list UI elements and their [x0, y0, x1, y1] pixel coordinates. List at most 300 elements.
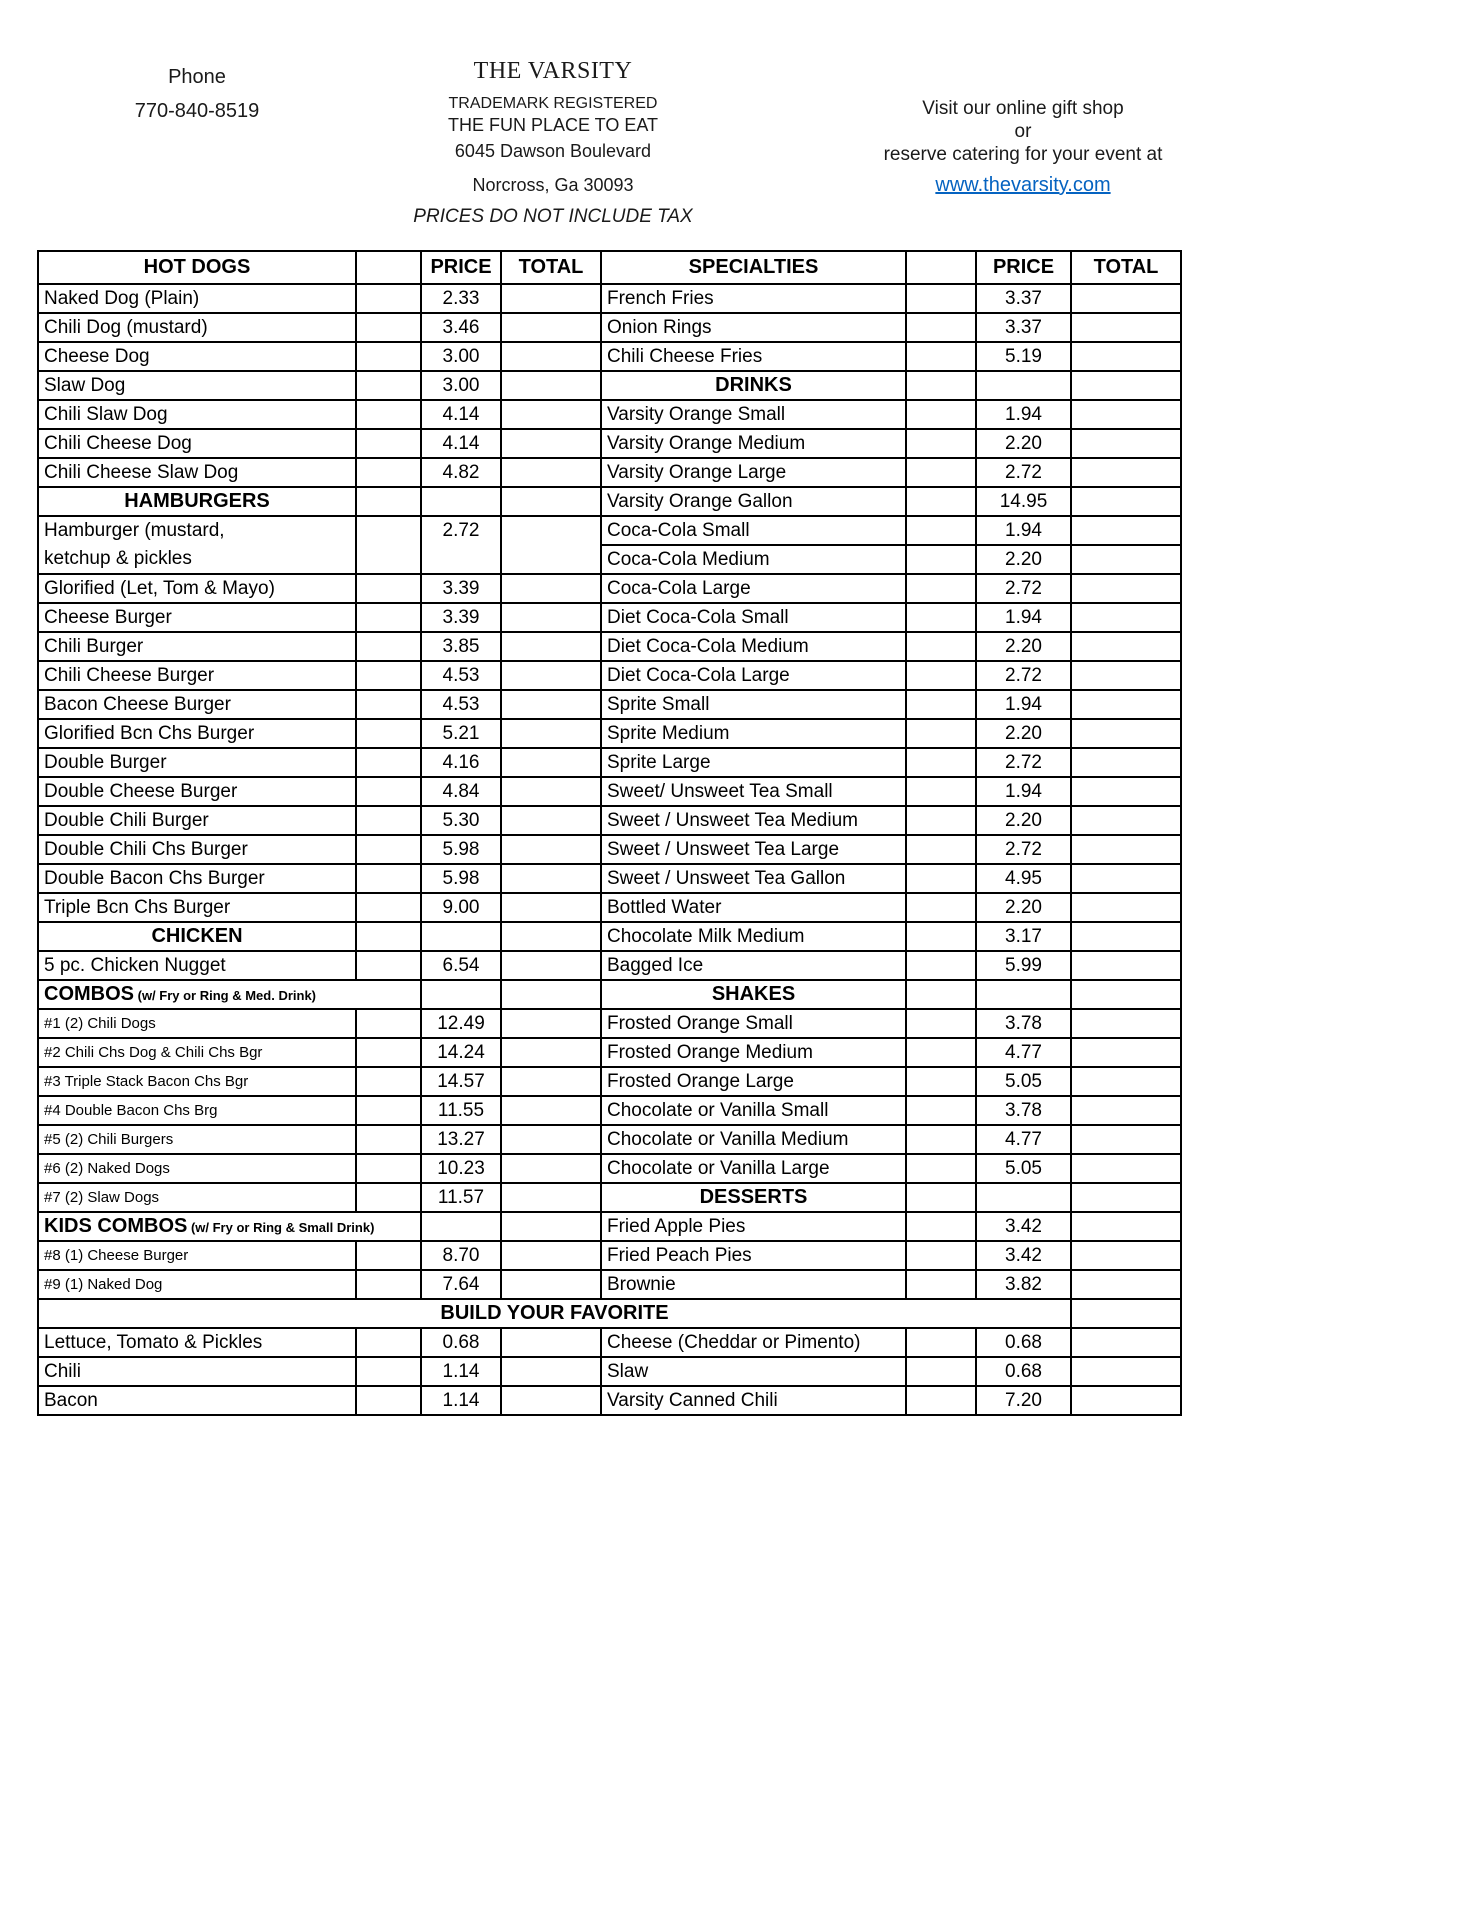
qty-cell: [356, 893, 421, 922]
menu-item-price: 3.17: [976, 922, 1071, 951]
menu-item-price: 2.20: [976, 632, 1071, 661]
qty-cell: [906, 1212, 976, 1241]
section-header: BUILD YOUR FAVORITE: [38, 1299, 1071, 1328]
restaurant-title: THE VARSITY: [473, 58, 633, 84]
qty-cell: [356, 1009, 421, 1038]
menu-item-price: 4.84: [421, 777, 501, 806]
menu-item-name: Fried Peach Pies: [601, 1241, 906, 1270]
total-cell: [1071, 835, 1181, 864]
menu-item-name: Chili Cheese Fries: [601, 342, 906, 371]
table-row: [38, 922, 1181, 951]
qty-cell: [906, 632, 976, 661]
total-cell: [1071, 922, 1181, 951]
total-cell: [501, 864, 601, 893]
qty-cell: [906, 574, 976, 603]
qty-cell: [906, 429, 976, 458]
menu-item-name: Chili Cheese Burger: [38, 661, 356, 690]
total-cell: [1071, 1241, 1181, 1270]
total-cell: [501, 1241, 601, 1270]
section-header: CHICKEN: [38, 922, 356, 951]
menu-item-price: 5.99: [976, 951, 1071, 980]
total-cell: [1071, 603, 1181, 632]
total-cell: [1071, 371, 1181, 400]
menu-item-price: 13.27: [421, 1125, 501, 1154]
total-cell: [501, 1212, 601, 1241]
total-cell: [1071, 487, 1181, 516]
table-row: [38, 342, 1181, 371]
menu-item-name: #5 (2) Chili Burgers: [38, 1125, 356, 1154]
total-cell: [1071, 951, 1181, 980]
menu-item-name: Double Cheese Burger: [38, 777, 356, 806]
qty-cell: [906, 371, 976, 400]
qty-cell: [356, 864, 421, 893]
menu-item-name: Double Bacon Chs Burger: [38, 864, 356, 893]
total-cell: [1071, 1154, 1181, 1183]
qty-cell: [906, 313, 976, 342]
total-cell: [1071, 1038, 1181, 1067]
section-header: SHAKES: [601, 980, 906, 1009]
menu-table-body: [38, 284, 1181, 1415]
total-cell: [1071, 806, 1181, 835]
qty-cell: [906, 1386, 976, 1415]
table-row: [38, 1038, 1181, 1067]
menu-item-name: Cheese Burger: [38, 603, 356, 632]
menu-item-name: Varsity Canned Chili: [601, 1386, 906, 1415]
menu-item-price: 4.77: [976, 1125, 1071, 1154]
qty-cell: [906, 864, 976, 893]
total-cell: [501, 1096, 601, 1125]
table-row: [38, 1299, 1181, 1328]
promo-block: [833, 97, 1213, 197]
menu-item-price: 2.33: [421, 284, 501, 313]
table-row: [38, 1183, 1181, 1212]
menu-item-name: Frosted Orange Medium: [601, 1038, 906, 1067]
total-cell: [1071, 458, 1181, 487]
menu-item-name: Cheese Dog: [38, 342, 356, 371]
qty-cell: [356, 777, 421, 806]
table-row: [38, 284, 1181, 313]
menu-item-price: 4.14: [421, 429, 501, 458]
promo-line2: or: [1014, 121, 1032, 142]
right-section-header: SPECIALTIES: [601, 251, 906, 284]
table-row: [38, 574, 1181, 603]
total-cell: [501, 835, 601, 864]
table-row: [38, 1386, 1181, 1415]
menu-item-name: Sweet / Unsweet Tea Medium: [601, 806, 906, 835]
table-row: [38, 313, 1181, 342]
menu-item-name: Slaw: [601, 1357, 906, 1386]
menu-item-price: 1.94: [976, 516, 1071, 545]
price-cell: [976, 371, 1071, 400]
menu-item-price: 5.05: [976, 1154, 1071, 1183]
qty-cell: [356, 922, 421, 951]
total-cell: [501, 458, 601, 487]
tagline: THE FUN PLACE TO EAT: [447, 115, 659, 135]
menu-item-name: Chili Cheese Slaw Dog: [38, 458, 356, 487]
qty-cell: [906, 922, 976, 951]
total-cell: [501, 1357, 601, 1386]
menu-item-name: Chocolate or Vanilla Large: [601, 1154, 906, 1183]
qty-cell: [906, 1154, 976, 1183]
menu-item-price: 1.94: [976, 400, 1071, 429]
menu-item-price: 11.55: [421, 1096, 501, 1125]
total-cell: [1071, 1299, 1181, 1328]
total-cell: [501, 748, 601, 777]
qty-cell: [356, 574, 421, 603]
menu-item-price: 14.57: [421, 1067, 501, 1096]
qty-cell: [356, 458, 421, 487]
section-header: [38, 1212, 421, 1241]
table-row: [38, 1328, 1181, 1357]
qty-cell: [356, 1125, 421, 1154]
total-cell: [501, 806, 601, 835]
menu-item-price: 3.39: [421, 574, 501, 603]
menu-item-name: Coca-Cola Large: [601, 574, 906, 603]
menu-item-price: 2.72: [976, 458, 1071, 487]
total-cell: [501, 400, 601, 429]
table-row: [38, 400, 1181, 429]
menu-table: [37, 250, 1182, 1416]
table-row: [38, 893, 1181, 922]
trademark-line: TRADEMARK REGISTERED: [448, 95, 658, 112]
qty-cell: [356, 371, 421, 400]
menu-item-name: Bagged Ice: [601, 951, 906, 980]
qty-cell: [906, 1328, 976, 1357]
total-cell: [501, 603, 601, 632]
qty-cell: [356, 748, 421, 777]
table-header-row: [38, 251, 1181, 284]
qty-cell: [906, 893, 976, 922]
menu-item-price: 3.82: [976, 1270, 1071, 1299]
table-row: [38, 661, 1181, 690]
menu-item-price: 4.82: [421, 458, 501, 487]
qty-cell: [356, 284, 421, 313]
table-row: [38, 516, 1181, 545]
menu-item-price: 14.24: [421, 1038, 501, 1067]
price-cell: [421, 487, 501, 516]
total-cell: [501, 661, 601, 690]
total-cell: [1071, 429, 1181, 458]
total-cell: [1071, 1067, 1181, 1096]
table-row: [38, 603, 1181, 632]
menu-item-price: 12.49: [421, 1009, 501, 1038]
qty-cell: [356, 429, 421, 458]
qty-cell: [356, 806, 421, 835]
section-header-subtext: (w/ Fry or Ring & Med. Drink): [134, 988, 317, 1003]
total-cell: [1071, 1125, 1181, 1154]
total-cell: [501, 1328, 601, 1357]
qty-cell: [356, 1038, 421, 1067]
left-section-header: HOT DOGS: [38, 251, 356, 284]
total-cell: [1071, 632, 1181, 661]
total-cell: [1071, 1328, 1181, 1357]
menu-item-name: Varsity Orange Medium: [601, 429, 906, 458]
qty-cell: [906, 545, 976, 574]
total-cell: [1071, 777, 1181, 806]
menu-item-name: Cheese (Cheddar or Pimento): [601, 1328, 906, 1357]
qty-cell: [356, 951, 421, 980]
menu-item-price: 1.94: [976, 690, 1071, 719]
table-row: [38, 1241, 1181, 1270]
qty-cell: [356, 690, 421, 719]
table-row: [38, 748, 1181, 777]
section-header-label: COMBOS: [44, 983, 134, 1005]
menu-item-name: Triple Bcn Chs Burger: [38, 893, 356, 922]
menu-item-name: #1 (2) Chili Dogs: [38, 1009, 356, 1038]
qty-cell: [906, 516, 976, 545]
menu-item-price: 0.68: [421, 1328, 501, 1357]
table-row: [38, 1125, 1181, 1154]
table-row: [38, 951, 1181, 980]
table-row: [38, 835, 1181, 864]
table-row: [38, 1096, 1181, 1125]
menu-item-name: Onion Rings: [601, 313, 906, 342]
menu-item-name: Chili: [38, 1357, 356, 1386]
menu-item-name: Fried Apple Pies: [601, 1212, 906, 1241]
qty-cell: [356, 487, 421, 516]
table-row: [38, 371, 1181, 400]
total-cell: [1071, 1386, 1181, 1415]
menu-item-name: #6 (2) Naked Dogs: [38, 1154, 356, 1183]
menu-item-price: 3.78: [976, 1096, 1071, 1125]
price-cell: [421, 1212, 501, 1241]
table-row: [38, 1357, 1181, 1386]
qty-cell: [356, 632, 421, 661]
price-cell: [421, 980, 501, 1009]
menu-item-price: 0.68: [976, 1357, 1071, 1386]
table-row: [38, 690, 1181, 719]
table-row: [38, 1154, 1181, 1183]
total-cell: [1071, 516, 1181, 545]
total-cell: [501, 777, 601, 806]
section-header: [38, 980, 421, 1009]
menu-item-name: Sweet / Unsweet Tea Large: [601, 835, 906, 864]
menu-item-name: Lettuce, Tomato & Pickles: [38, 1328, 356, 1357]
total-cell: [501, 574, 601, 603]
total-cell: [1071, 1183, 1181, 1212]
menu-item-name: Diet Coca-Cola Small: [601, 603, 906, 632]
menu-item-name: Double Burger: [38, 748, 356, 777]
menu-item-price: 3.37: [976, 284, 1071, 313]
menu-item-price: 9.00: [421, 893, 501, 922]
menu-item-price: 4.53: [421, 661, 501, 690]
section-header: HAMBURGERS: [38, 487, 356, 516]
qty-cell: [906, 603, 976, 632]
total-cell: [1071, 980, 1181, 1009]
phone-block: [87, 66, 307, 123]
total-cell: [501, 719, 601, 748]
price-cell: [421, 922, 501, 951]
menu-item-price: 8.70: [421, 1241, 501, 1270]
menu-item-price: 5.05: [976, 1067, 1071, 1096]
menu-item-price: 1.14: [421, 1357, 501, 1386]
total-cell: [1071, 719, 1181, 748]
qty-cell: [906, 951, 976, 980]
price-header: PRICE: [421, 251, 501, 284]
qty-cell: [356, 342, 421, 371]
qty-cell: [356, 1270, 421, 1299]
total-cell: [1071, 893, 1181, 922]
qty-cell: [906, 458, 976, 487]
website-link[interactable]: www.thevarsity.com: [935, 174, 1111, 196]
menu-item-price: 4.53: [421, 690, 501, 719]
menu-item-price: 7.64: [421, 1270, 501, 1299]
menu-item-price: 4.77: [976, 1038, 1071, 1067]
tax-note: PRICES DO NOT INCLUDE TAX: [413, 206, 693, 227]
menu-item-name: Frosted Orange Large: [601, 1067, 906, 1096]
total-cell: [501, 371, 601, 400]
total-cell: [1071, 313, 1181, 342]
total-cell: [501, 487, 601, 516]
menu-item-price: 3.85: [421, 632, 501, 661]
table-row: [38, 1009, 1181, 1038]
menu-item-price: 3.78: [976, 1009, 1071, 1038]
qty-cell: [906, 690, 976, 719]
qty-cell: [906, 400, 976, 429]
table-row: [38, 980, 1181, 1009]
menu-item-name: French Fries: [601, 284, 906, 313]
promo-line3: reserve catering for your event at: [883, 144, 1163, 165]
total-cell: [501, 1038, 601, 1067]
phone-label: Phone: [168, 66, 226, 88]
menu-item-price: 3.00: [421, 371, 501, 400]
qty-cell: [356, 1096, 421, 1125]
menu-item-price: 3.42: [976, 1241, 1071, 1270]
menu-item-name: #7 (2) Slaw Dogs: [38, 1183, 356, 1212]
address-line2: Norcross, Ga 30093: [472, 175, 634, 195]
table-row: [38, 1270, 1181, 1299]
menu-item-price: 1.94: [976, 777, 1071, 806]
section-header: DRINKS: [601, 371, 906, 400]
total-cell: [501, 893, 601, 922]
total-cell: [1071, 574, 1181, 603]
menu-item-name: #4 Double Bacon Chs Brg: [38, 1096, 356, 1125]
total-header: TOTAL: [1071, 251, 1181, 284]
total-cell: [1071, 748, 1181, 777]
menu-item-price: 3.42: [976, 1212, 1071, 1241]
section-header: DESSERTS: [601, 1183, 906, 1212]
table-row: [38, 487, 1181, 516]
total-cell: [501, 632, 601, 661]
menu-item-price: 5.19: [976, 342, 1071, 371]
total-cell: [501, 951, 601, 980]
qty-cell: [906, 1183, 976, 1212]
total-cell: [1071, 1009, 1181, 1038]
menu-item-name: #8 (1) Cheese Burger: [38, 1241, 356, 1270]
qty-cell: [906, 980, 976, 1009]
total-cell: [501, 1067, 601, 1096]
total-cell: [501, 1125, 601, 1154]
qty-cell: [906, 719, 976, 748]
menu-item-price: 2.72: [976, 835, 1071, 864]
qty-cell: [906, 1270, 976, 1299]
total-cell: [1071, 545, 1181, 574]
menu-item-name: Bacon Cheese Burger: [38, 690, 356, 719]
menu-item-name: Slaw Dog: [38, 371, 356, 400]
menu-item-name: Sprite Small: [601, 690, 906, 719]
menu-item-price: 5.21: [421, 719, 501, 748]
menu-item-name: Double Chili Burger: [38, 806, 356, 835]
qty-cell: [356, 400, 421, 429]
menu-item-name: #9 (1) Naked Dog: [38, 1270, 356, 1299]
menu-item-price: 1.94: [976, 603, 1071, 632]
qty-cell: [906, 835, 976, 864]
menu-item-price: 2.72: [976, 748, 1071, 777]
table-row: [38, 1067, 1181, 1096]
table-row: [38, 632, 1181, 661]
qty-cell: [356, 313, 421, 342]
qty-cell: [906, 1357, 976, 1386]
menu-item-name: Hamburger (mustard, ketchup & pickles: [38, 516, 356, 574]
menu-item-price: 3.00: [421, 342, 501, 371]
menu-item-price: 4.16: [421, 748, 501, 777]
menu-item-price: 3.39: [421, 603, 501, 632]
total-cell: [501, 516, 601, 574]
menu-item-name: Chocolate or Vanilla Small: [601, 1096, 906, 1125]
qty-cell: [356, 603, 421, 632]
qty-cell: [906, 748, 976, 777]
total-cell: [501, 1386, 601, 1415]
total-cell: [501, 342, 601, 371]
total-cell: [501, 1154, 601, 1183]
table-row: [38, 806, 1181, 835]
menu-item-name: Frosted Orange Small: [601, 1009, 906, 1038]
restaurant-header: [333, 58, 773, 228]
total-cell: [501, 980, 601, 1009]
total-cell: [501, 429, 601, 458]
section-header-label: KIDS COMBOS: [44, 1215, 188, 1237]
menu-item-price: 2.20: [976, 719, 1071, 748]
qty-cell: [906, 1241, 976, 1270]
price-cell: [976, 980, 1071, 1009]
total-cell: [501, 922, 601, 951]
promo-line1: Visit our online gift shop: [922, 98, 1124, 119]
menu-item-price: 2.72: [976, 661, 1071, 690]
menu-item-name: Chocolate Milk Medium: [601, 922, 906, 951]
qty-header: [356, 251, 421, 284]
price-header: PRICE: [976, 251, 1071, 284]
table-row: [38, 719, 1181, 748]
qty-cell: [356, 1357, 421, 1386]
menu-item-name: Varsity Orange Small: [601, 400, 906, 429]
menu-item-name: Diet Coca-Cola Large: [601, 661, 906, 690]
menu-item-price: 3.37: [976, 313, 1071, 342]
qty-header: [906, 251, 976, 284]
total-cell: [1071, 284, 1181, 313]
menu-item-price: 2.20: [976, 893, 1071, 922]
menu-item-name: Sweet / Unsweet Tea Gallon: [601, 864, 906, 893]
total-cell: [501, 1009, 601, 1038]
table-row: [38, 864, 1181, 893]
qty-cell: [906, 1096, 976, 1125]
phone-number: 770-840-8519: [134, 100, 260, 122]
menu-item-name: Coca-Cola Small: [601, 516, 906, 545]
menu-item-name: Sweet/ Unsweet Tea Small: [601, 777, 906, 806]
menu-item-name: Brownie: [601, 1270, 906, 1299]
menu-item-name: Glorified (Let, Tom & Mayo): [38, 574, 356, 603]
qty-cell: [356, 1328, 421, 1357]
qty-cell: [356, 516, 421, 574]
total-cell: [1071, 661, 1181, 690]
menu-item-name: Sprite Large: [601, 748, 906, 777]
menu-item-price: 6.54: [421, 951, 501, 980]
total-header: TOTAL: [501, 251, 601, 284]
menu-item-name: Varsity Orange Gallon: [601, 487, 906, 516]
menu-item-price: 2.72: [976, 574, 1071, 603]
menu-item-name: Chili Dog (mustard): [38, 313, 356, 342]
menu-item-name: Bacon: [38, 1386, 356, 1415]
table-row: [38, 429, 1181, 458]
